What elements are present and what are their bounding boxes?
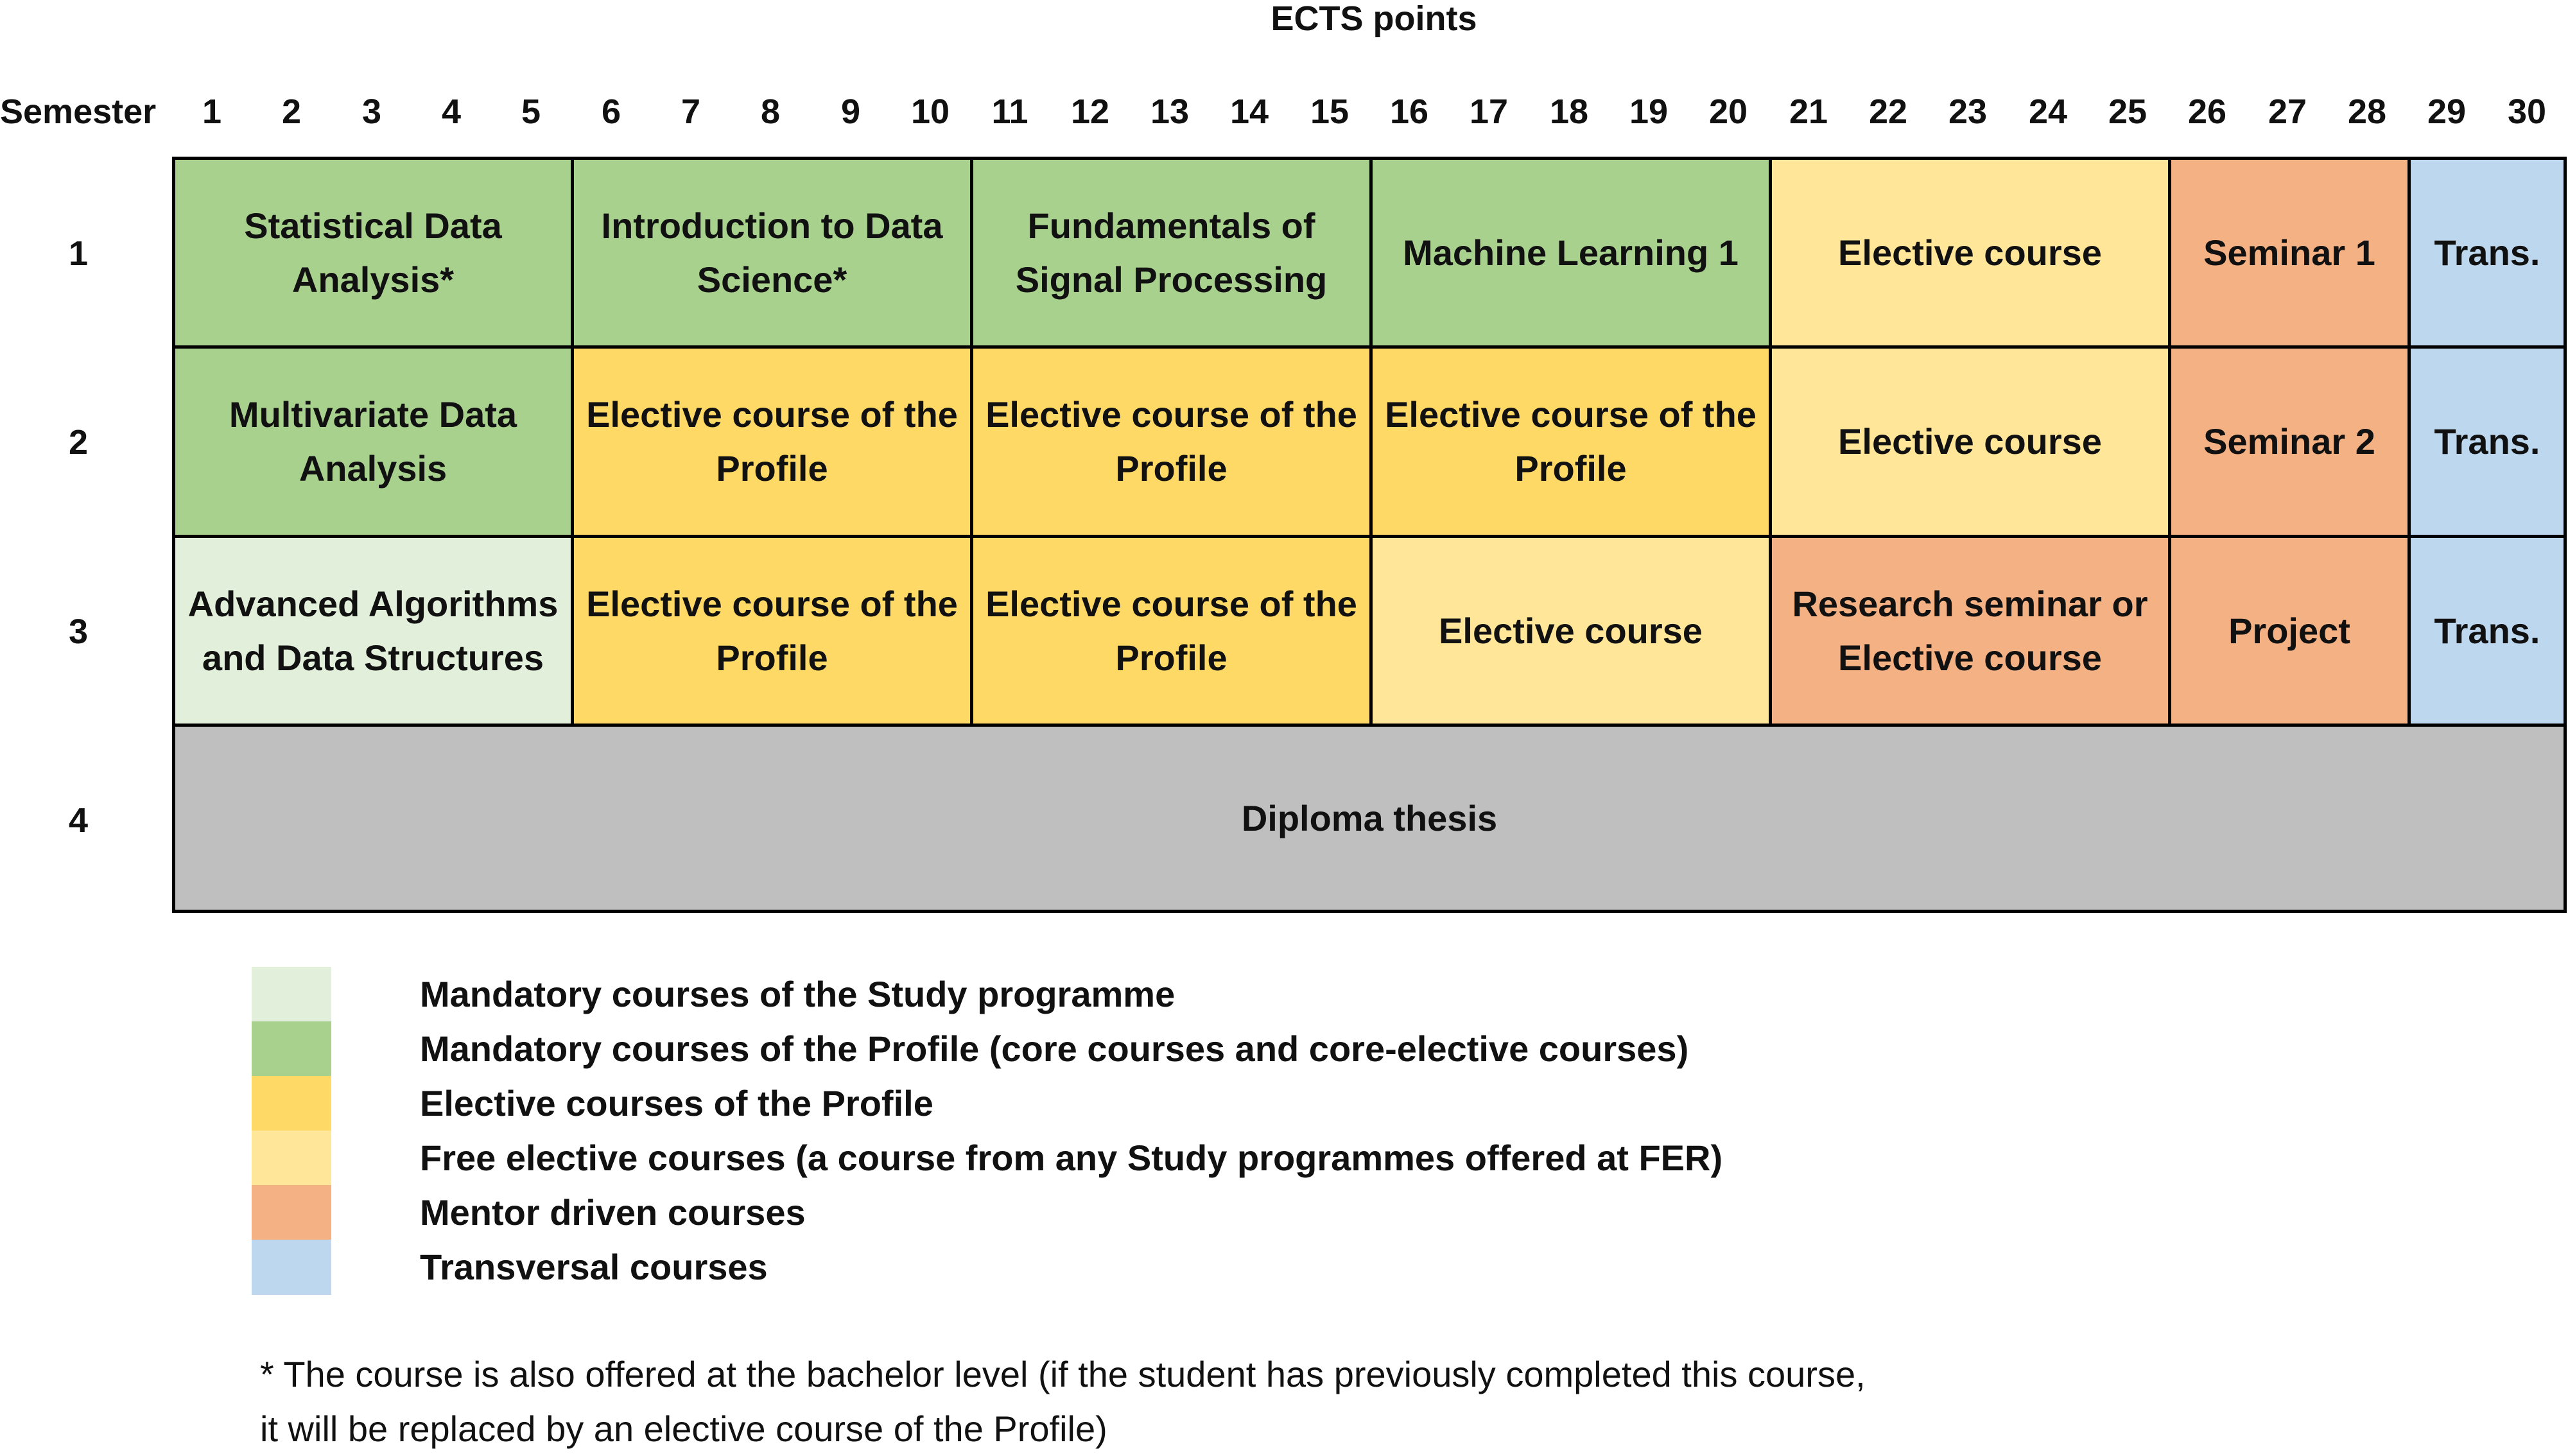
ects-column-28: 28 — [2347, 92, 2387, 131]
legend-label: Free elective courses (a course from any Study programmes offered at FER) — [420, 1138, 1723, 1178]
semester-3-label: 3 — [68, 612, 89, 651]
ects-column-9: 9 — [840, 92, 861, 131]
course-machine-learning-1: Machine Learning 1 — [1369, 157, 1772, 349]
ects-column-7: 7 — [681, 92, 701, 131]
ects-column-21: 21 — [1789, 92, 1828, 131]
ects-column-numbers — [0, 91, 2568, 132]
course-elective-profile-s3-b: Elective course of the Profile — [970, 535, 1373, 727]
course-fundamentals-of-signal-processing: Fundamentals of Signal Processing — [970, 157, 1373, 349]
ects-column-27: 27 — [2268, 92, 2307, 131]
legend-swatch — [252, 967, 331, 1022]
course-seminar-2: Seminar 2 — [2168, 345, 2411, 538]
ects-column-23: 23 — [1948, 92, 1988, 131]
ects-column-4: 4 — [441, 92, 462, 131]
ects-column-11: 11 — [991, 92, 1028, 131]
ects-column-26: 26 — [2187, 92, 2227, 131]
ects-column-13: 13 — [1150, 92, 1190, 131]
ects-column-30: 30 — [2507, 92, 2547, 131]
semester-2-label: 2 — [68, 423, 89, 462]
ects-column-19: 19 — [1629, 92, 1669, 131]
course-multivariate-data-analysis: Multivariate Data Analysis — [172, 345, 574, 538]
course-elective-profile-s2-a: Elective course of the Profile — [571, 345, 973, 538]
footnote-line-2: it will be replaced by an elective course of the Profile) — [260, 1408, 1107, 1449]
ects-column-12: 12 — [1070, 92, 1110, 131]
course-elective-profile-s3-a: Elective course of the Profile — [571, 535, 973, 727]
legend-label: Transversal courses — [420, 1247, 768, 1287]
course-statistical-data-analysis: Statistical Data Analysis* — [172, 157, 574, 349]
legend-label: Mentor driven courses — [420, 1192, 806, 1233]
ects-column-10: 10 — [910, 92, 950, 131]
ects-column-24: 24 — [2028, 92, 2068, 131]
ects-column-17: 17 — [1469, 92, 1509, 131]
ects-column-29: 29 — [2427, 92, 2467, 131]
course-advanced-algorithms-and-data-structures: Advanced Algorithms and Data Structures — [172, 535, 574, 727]
ects-column-15: 15 — [1310, 92, 1349, 131]
course-research-seminar-or-elective: Research seminar or Elective course — [1769, 535, 2171, 727]
course-elective-profile-s2-b: Elective course of the Profile — [970, 345, 1373, 538]
legend-swatch — [252, 1240, 331, 1295]
course-elective-s2: Elective course — [1769, 345, 2171, 538]
course-transversal-s1: Trans. — [2408, 157, 2567, 349]
ects-column-3: 3 — [361, 92, 382, 131]
legend-swatch — [252, 1021, 331, 1077]
course-project: Project — [2168, 535, 2411, 727]
footnote — [260, 1347, 2314, 1456]
ects-column-1: 1 — [202, 92, 222, 131]
ects-column-25: 25 — [2108, 92, 2147, 131]
legend-label: Elective courses of the Profile — [420, 1083, 933, 1123]
ects-column-18: 18 — [1549, 92, 1589, 131]
ects-column-14: 14 — [1229, 92, 1269, 131]
course-introduction-to-data-science: Introduction to Data Science* — [571, 157, 973, 349]
ects-column-5: 5 — [521, 92, 541, 131]
course-elective-profile-s2-c: Elective course of the Profile — [1369, 345, 1772, 538]
legend-swatch — [252, 1131, 331, 1186]
semester-1-label: 1 — [68, 234, 89, 273]
semester-4-label: 4 — [68, 801, 89, 840]
curriculum-grid — [172, 157, 2567, 913]
ects-column-6: 6 — [601, 92, 621, 131]
legend-swatch — [252, 1076, 331, 1131]
course-transversal-s2: Trans. — [2408, 345, 2567, 538]
course-elective-s1: Elective course — [1769, 157, 2171, 349]
ects-column-20: 20 — [1708, 92, 1748, 131]
course-transversal-s3: Trans. — [2408, 535, 2567, 727]
course-seminar-1: Seminar 1 — [2168, 157, 2411, 349]
ects-column-22: 22 — [1868, 92, 1908, 131]
legend-swatch — [252, 1185, 331, 1240]
legend-label: Mandatory courses of the Study programme — [420, 974, 1176, 1014]
footnote-line-1: * The course is also offered at the bachelor level (if the student has previously completed this course, — [260, 1354, 1866, 1394]
semester-header: Semester — [0, 92, 157, 131]
ects-column-16: 16 — [1389, 92, 1429, 131]
ects-points-title: ECTS points — [1271, 0, 1477, 38]
course-diploma-thesis: Diploma thesis — [172, 724, 2567, 913]
ects-column-8: 8 — [760, 92, 781, 131]
legend-label: Mandatory courses of the Profile (core courses and core-elective courses) — [420, 1028, 1689, 1069]
course-elective-s3: Elective course — [1369, 535, 1772, 727]
ects-column-2: 2 — [281, 92, 302, 131]
